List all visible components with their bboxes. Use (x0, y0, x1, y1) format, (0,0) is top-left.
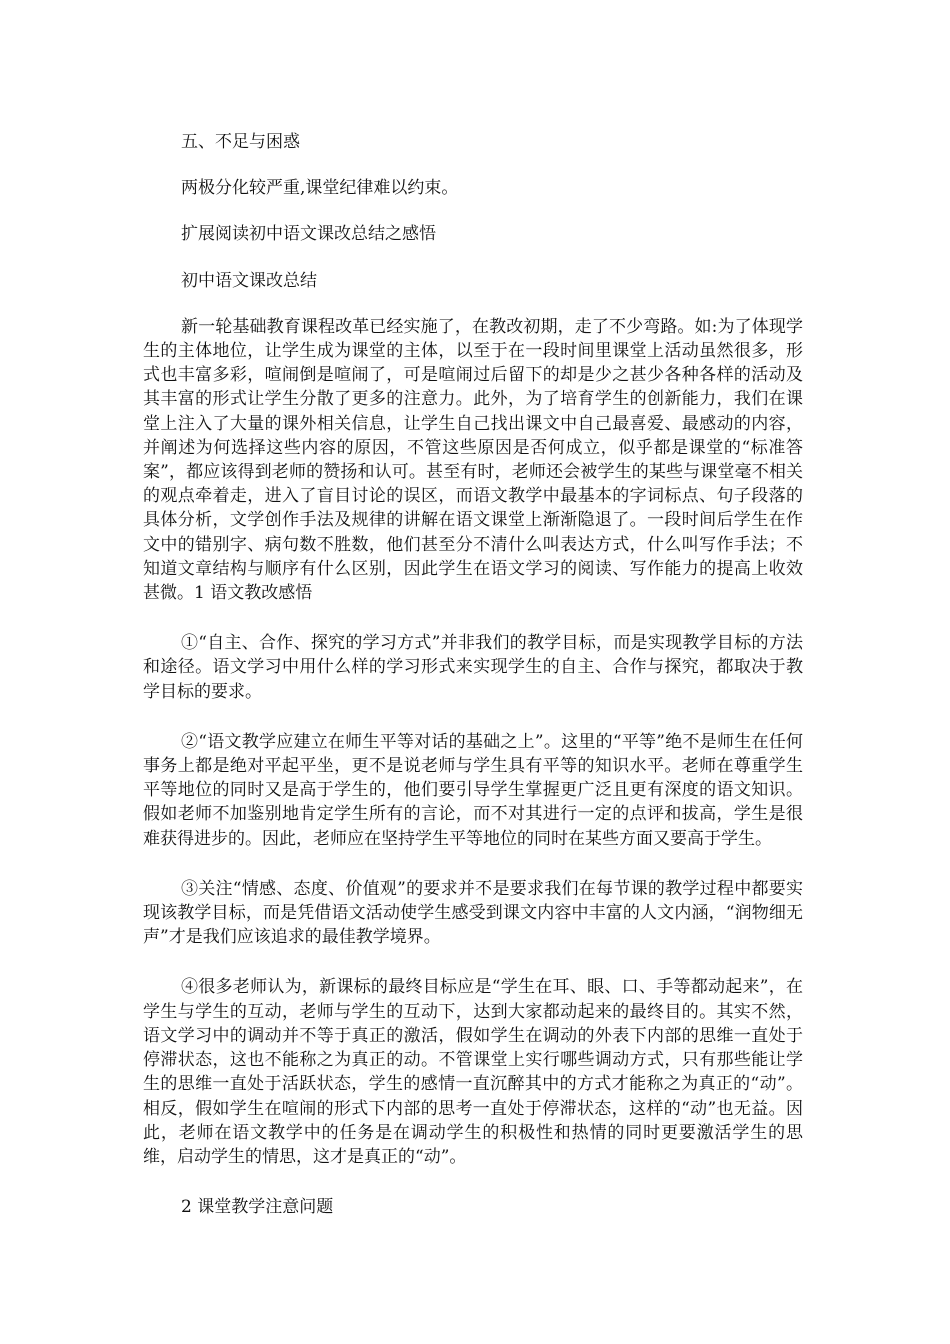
paragraph-intro: 新一轮基础教育课程改革已经实施了，在教改初期，走了不少弯路。如:为了体现学生的主体地位，让学生成为课堂的主体，以至于在一段时间里课堂上活动虽然很多，形式也丰富多彩，喧闹倒是喧闹了，可是喧闹过后留下的却是少之甚少各种各样的活动及其丰富的形式让学生分散了更多的注意力。此外，为了培育学生的创新能力，我们在课堂上注入了大量的课外相关信息，让学生自己找出课文中自己最喜爱、最感动的内容，并阐述为何选择这些内容的原因，不管这些原因是否何成立，似乎都是课堂的“标准答案”，都应该得到老师的赞扬和认可。甚至有时，老师还会被学生的某些与课堂毫不相关的观点牵着走，进入了盲目讨论的误区，而语文教学中最基本的字词标点、句子段落的具体分析，文学创作手法及规律的讲解在语文课堂上渐渐隐退了。一段时间后学生在作文中的错别字、病句数不胜数，他们甚至分不清什么叫表达方式，什么叫写作手法；不知道文章结构与顺序有什么区别，因此学生在语文学习的阅读、写作能力的提高上收效甚微。1 语文教改感悟 (143, 316, 803, 604)
document-body (143, 130, 803, 1241)
section-heading-shortcomings: 五、不足与困惑 (181, 132, 300, 152)
article-title: 初中语文课改总结 (181, 270, 317, 291)
paragraph-point-2: ②“语文教学应建立在师生平等对话的基础之上”。这里的“平等”绝不是师生在任何事务上都是绝对平起平坐，更不是说老师与学生具有平等的知识水平。老师在尊重学生平等地位的同时又是高于学生的，他们要引导学生掌握更广泛且更有深度的语文知识。假如老师不加鉴别地肯定学生所有的言论，而不对其进行一定的点评和拔高，学生是很难获得进步的。因此，老师应在坚持学生平等地位的同时在某些方面又要高于学生。 (143, 731, 803, 849)
paragraph-point-1: ①“自主、合作、探究的学习方式”并非我们的教学目标，而是实现教学目标的方法和途径。语文学习中用什么样的学习形式来实现学生的自主、合作与探究，都取决于教学目标的要求。 (143, 633, 803, 702)
paragraph-point-3: ③关注“情感、态度、价值观”的要求并不是要求我们在每节课的教学过程中都要实现该教学目标，而是凭借语文活动使学生感受到课文内容中丰富的人文内涵，“润物细无声”才是我们应该追求的最佳教学境界。 (143, 878, 803, 948)
section-heading-classroom-issues: 2 课堂教学注意问题 (181, 1197, 334, 1218)
paragraph-polarization: 两极分化较严重,课堂纪律难以约束。 (181, 178, 459, 199)
paragraph-point-4: ④很多老师认为，新课标的最终目标应是“学生在耳、眼、口、手等都动起来”，在学生与学生的互动，老师与学生的互动下，达到大家都动起来的最终目的。其实不然，语文学习中的调动并不等于真正的激活，假如学生在调动的外表下内部的思维一直处于停滞状态，这也不能称之为真正的动。不管课堂上实行哪些调动方式，只有那些能让学生的思维一直处于活跃状态，学生的感情一直沉醉其中的方式才能称之为真正的“动”。相反，假如学生在喧闹的形式下内部的思考一直处于停滞状态，这样的“动”也无益。因此，老师在语文教学中的任务是在调动学生的积极性和热情的同时更要激活学生的思维，启动学生的情思，这才是真正的“动”。 (143, 977, 803, 1167)
extended-reading-title: 扩展阅读初中语文课改总结之感悟 (181, 224, 436, 245)
